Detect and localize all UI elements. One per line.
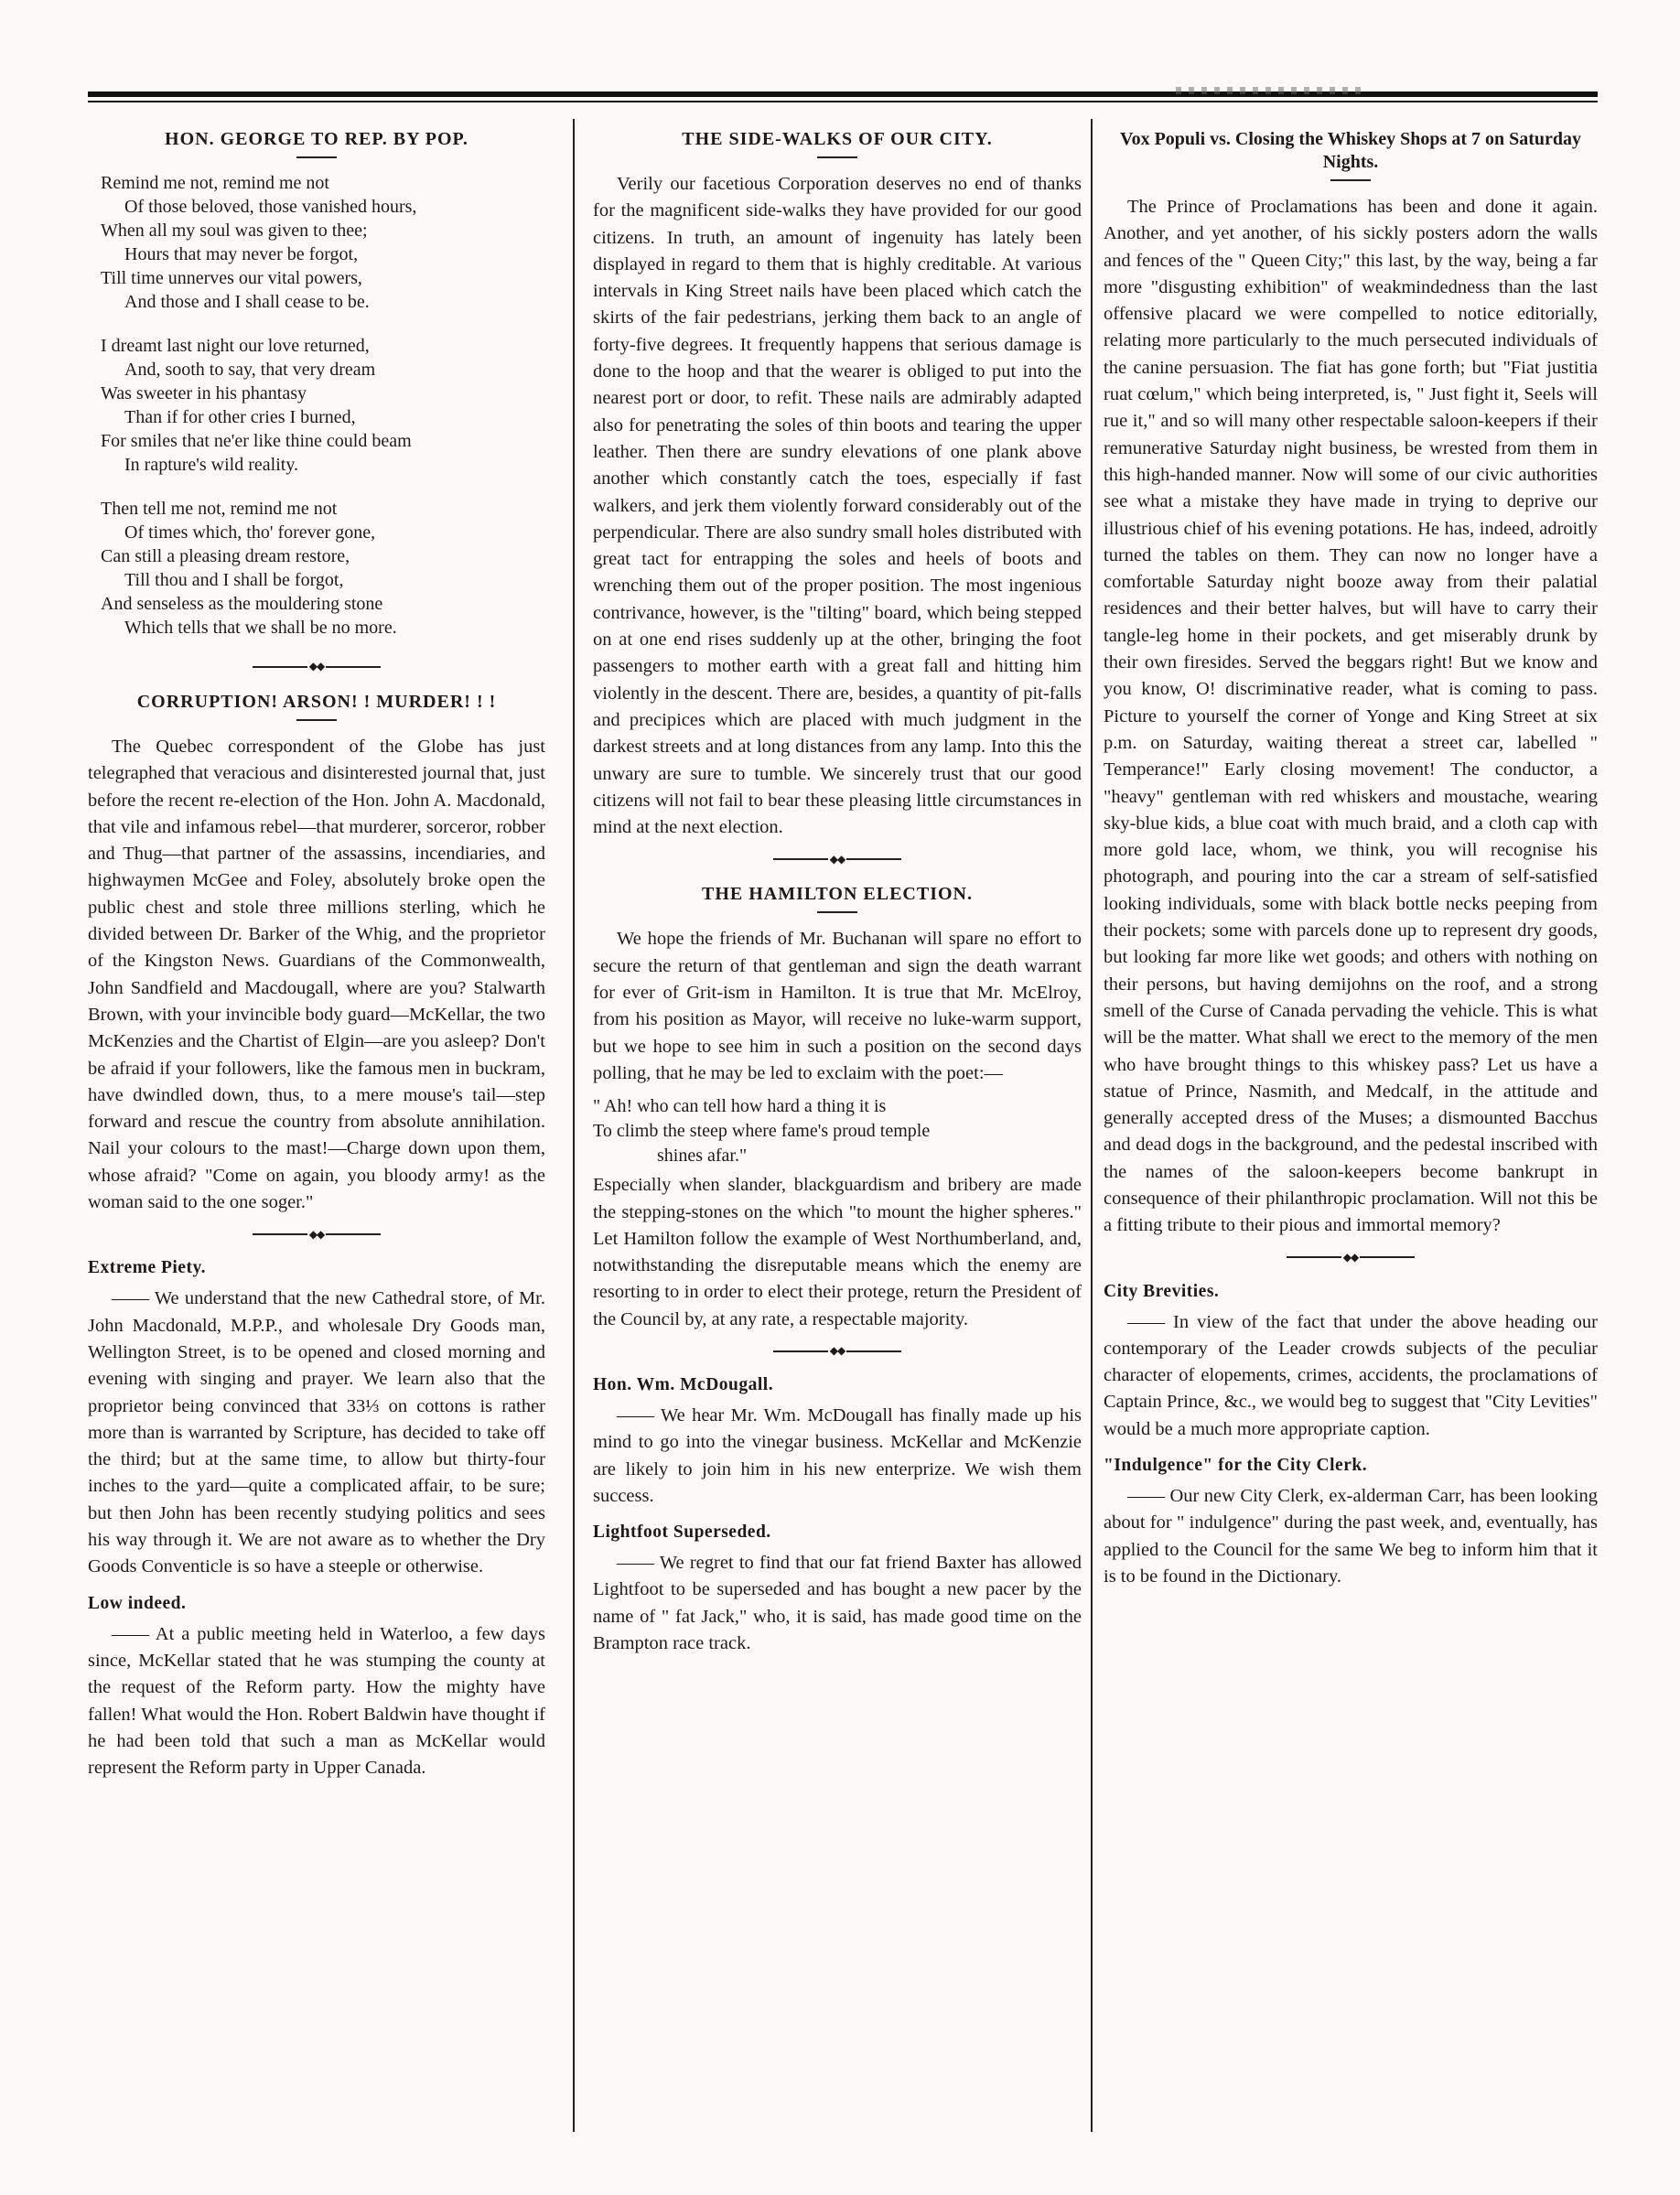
poem-line: In rapture's wild reality.	[124, 455, 299, 475]
sidewalk-article: Verily our facetious Corporation deserves no end of thanks for the magnificent side-walks they have provided for our good citizens. In truth, an amount of ingenuity has lately been displayed in regard to them that is highly creditable. At various intervals in King Street nails have been placed which catch the skirts of the fair pedestrians, jerking them back to an angle of forty-five degrees. It frequently happens that serious damage is done to the hoop and that the wearer is obliged to put into the nearest port or door, to refit. These nails are admirably adapted also for penetrating the soles of thin boots and tearing the upper leather. Then there are sundry elevations of one plank above another which constantly catch the toes, especially if fast walkers, and jerk them violently forward considerably out of the perpendicular. There are also sundry small holes distributed with great tact for entrapping the soles and heels of boots and wrenching them out of the proper position. The most ingenious contrivance, however, is the "tilting" board, which being stepped on at one end rises suddenly up at the other, bringing the foot passengers to mother earth with a great fall and hitting him violently in the descent. There are, besides, a quantity of pit-falls and precipices which are placed with much judgment in the darkest streets and at long distances from any lamp. Into this the unwary are sure to tumble. We sincerely trust that our good citizens will not fail to bear these pleasing little circumstances in mind at the next election.	[593, 174, 1082, 838]
ornament-separator: ◆◆	[593, 1344, 1082, 1359]
column-1	[88, 119, 545, 2114]
poem-line: I dreamt last night our love returned,	[101, 336, 370, 356]
poem-stanza	[101, 171, 545, 314]
piety-title: Extreme Piety.	[88, 1258, 207, 1278]
sidewalk-title: THE SIDE-WALKS OF OUR CITY.	[682, 129, 993, 149]
vox-populi-title: Vox Populi vs. Closing the Whiskey Shops at 7 on Saturday Nights.	[1119, 129, 1582, 172]
ornament-separator: ◆◆	[88, 1227, 545, 1242]
short-rule	[817, 156, 857, 158]
ornament-separator: ◆◆	[1104, 1251, 1598, 1265]
poet-quote	[593, 1094, 1082, 1168]
poem-line: Can still a pleasing dream restore,	[101, 546, 350, 566]
thin-rule	[88, 101, 1598, 102]
brevities-title: City Brevities.	[1104, 1281, 1220, 1301]
poem-line: Then tell me not, remind me not	[101, 499, 338, 519]
poem-line: Of times which, tho' forever gone,	[124, 522, 376, 543]
quote-line: " Ah! who can tell how hard a thing it is	[593, 1096, 887, 1117]
indulgence-article: —— Our new City Clerk, ex-alderman Carr, has been looking about for " indulgence" during the past week, and, eventually, has applied to the Council for the same We beg to inform him that it is to be found in the Dictionary.	[1104, 1486, 1598, 1587]
poem-line: And those and I shall cease to be.	[124, 292, 370, 312]
poem-line: Was sweeter in his phantasy	[101, 383, 307, 403]
low-indeed-title: Low indeed.	[88, 1593, 187, 1613]
poem-title: HON. GEORGE TO REP. BY POP.	[165, 129, 468, 149]
ornament-separator: ◆◆	[593, 852, 1082, 866]
poem-stanza	[101, 497, 545, 640]
thick-rule	[88, 91, 1598, 97]
poem-line: Of those beloved, those vanished hours,	[124, 197, 417, 217]
poem-stanza	[101, 334, 545, 477]
column-divider	[573, 119, 575, 2132]
hamilton-title: THE HAMILTON ELECTION.	[702, 884, 973, 905]
low-indeed-article: —— At a public meeting held in Waterloo, a few days since, McKellar stated that he was stumping the county at the request of the Reform party. How the mighty have fallen! What would the Hon. Robert Baldwin have thought if he had been told that such a man as McKellar would represent the Reform party in Upper Canada.	[88, 1623, 545, 1779]
short-rule	[296, 719, 337, 721]
vox-populi-article: The Prince of Proclamations has been and done it again. Another, and yet another, of his sickly posters adorn the walls and fences of the " Queen City;" this last, by the way, being a far more "disgusting exhibition" of weakmindedness than the last offensive placard we were compelled to notice editorially, relating more particularly to the much persecuted individuals of the canine persuasion. The fiat has gone forth; but "Fiat justitia ruat cœlum," which being interpreted, is, " Just fight it, Seels will rue it," and so will many other respectable saloon-keepers if their remunerative Saturday night business, be wrested from them in this high-handed manner. Now will some of our civic authorities see what a mistake they have made in trying to deprive our illustrious chief of his evening potations. He has, indeed, adroitly turned the tables on them. They can now no longer have a comfortable Saturday night booze away from their palatial residences and their better halves, but will have to carry their tangle-leg home in their pockets, and get miserably drunk by their own firesides. Served the beggars right! But we know and you know, O! discriminative reader, what is coming to pass. Picture to yourself the corner of Yonge and King Street at six p.m. on Saturday, waiting thereat a street car, labelled " Temperance!" Early closing movement! The conductor, a "heavy" gentleman with red whiskers and moustache, wearing sky-blue kids, a blue coat with much braid, and a cloth cap with more gold lace, whom, we think, you will recognise his photograph, and pouring into the car a stream of self-satisfied looking individuals, some with black bottle necks peeping from their pockets; some with parcels done up to represent dry goods, but looking far more like wet goods; and others with nothing on their persons, but having demijohns on the roof, and a strong smell of the Curse of Canada pervading the vehicle. This is what will be the matter. What shall we erect to the memory of the men who have brought things to this whiskey pass? Let us have a statue of Prince, Nasmith, and Medcalf, in the attitude and generally accepted dress of the Muses; a dismounted Bacchus and dead dogs in the background, and the pedestal inscribed with the names of the saloon-keepers become bankrupt in consequence of their philanthropic proclamation. Will not this be a fitting tribute to their pious and immortal memory?	[1104, 197, 1598, 1236]
indulgence-title: "Indulgence" for the City Clerk.	[1104, 1456, 1368, 1476]
brevities-article: —— In view of the fact that under the above heading our contemporary of the Leader crowds subjects of the peculiar character of elopements, crimes, accidents, the proclamations of Captain Prince, &c., we would beg to suggest that "City Levities" would be a much more appropriate caption.	[1104, 1311, 1598, 1439]
corruption-article: The Quebec correspondent of the Globe has just telegraphed that veracious and disinterested journal that, just before the recent re-election of the Hon. John A. Macdonald, that vile and infamous rebel—that murderer, sorceror, robber and Thug—that partner of the assassins, incendiaries, and highwaymen McGee and Foley, absolutely broke open the public chest and stole three millions sterling, which he divided between Dr. Barker of the Whig, and the proprietor of the Kingston News. Guardians of the Commonwealth, John Sandfield and Macdougall, where are you? Stalwarth Brown, with your invincible body guard—McKellar, the two McKenzies and the Chartist of Elgin—are you asleep? Don't be afraid if your followers, like the famous men in buckram, have dwindled down, thus, to a mere mouse's tail—step forward and rescue the country from absolute annihilation. Nail your colours to the mast!—Charge down upon them, whose afraid? "Come on again, you bloody army! as the woman said to the one soger."	[88, 737, 545, 1213]
poem-line: When all my soul was given to thee;	[101, 221, 368, 241]
poem-line: And senseless as the mouldering stone	[101, 594, 383, 614]
lightfoot-article: —— We regret to find that our fat friend Baxter has allowed Lightfoot to be superseded and has bought a new pacer by the name of " fat Jack," who, it is said, has made good time on the Brampton race track.	[593, 1553, 1082, 1654]
poem-line: And, sooth to say, that very dream	[124, 360, 376, 380]
quote-line: To climb the steep where fame's proud temple	[593, 1121, 931, 1142]
mcdougall-article: —— We hear Mr. Wm. McDougall has finally made up his mind to go into the vinegar business. McKellar and McKenzie are likely to join him in his new enterprize. We wish them success.	[593, 1404, 1082, 1506]
faded-print-mark	[1176, 87, 1368, 94]
column-divider	[1091, 119, 1093, 2132]
corruption-title: CORRUPTION! ARSON! ! MURDER! ! !	[136, 692, 497, 712]
poem-line: Hours that may never be forgot,	[124, 244, 359, 264]
poem-line: Till time unnerves our vital powers,	[101, 268, 362, 288]
poem-line: For smiles that ne'er like thine could beam	[101, 431, 412, 451]
short-rule	[296, 156, 337, 158]
hamilton-article: We hope the friends of Mr. Buchanan will spare no effort to secure the return of that gentleman and sign the death warrant for ever of Grit-ism in Hamilton. It is true that Mr. McElroy, from his position as Mayor, will receive no luke-warm support, but we hope to see him in such a position on the second days polling, that he may be led to exclaim with the poet:—	[593, 929, 1082, 1083]
poem-line: Than if for other cries I burned,	[124, 407, 356, 427]
masthead-rules	[88, 91, 1598, 102]
short-rule	[817, 911, 857, 913]
piety-article: —— We understand that the new Cathedral store, of Mr. John Macdonald, M.P.P., and wholesale Dry Goods man, Wellington Street, is to be opened and closed morning and evening with singing and prayer. We learn also that the proprietor being convinced that 33⅓ on cottons is rather more than is warranted by Scripture, has decided to take off the third; but at the same time, to allow but thirty-four inches to the yard—quite a complicated affair, to be sure; but then John has been recently studying politics and sees his way through it. We are not aware as to whether the Dry Goods Conventicle is so have a steeple or otherwise.	[88, 1288, 545, 1577]
short-rule	[1330, 179, 1371, 181]
column-3	[1104, 119, 1598, 2114]
poem-line: Till thou and I shall be forgot,	[124, 570, 344, 590]
poem	[101, 171, 545, 640]
ornament-separator: ◆◆	[88, 660, 545, 674]
column-2	[593, 119, 1082, 2114]
lightfoot-title: Lightfoot Superseded.	[593, 1523, 771, 1543]
quote-line: shines afar."	[657, 1146, 748, 1167]
hamilton-article-continued: Especially when slander, blackguardism and bribery are made the stepping-stones on the which "to mount the higher spheres." Let Hamilton follow the example of West Northumberland, and, notwithstanding the disreputable means which the enemy are resorting to in order to elect their protege, return the President of the Council by, at any rate, a respectable majority.	[593, 1175, 1082, 1329]
poem-line: Which tells that we shall be no more.	[124, 618, 397, 638]
mcdougall-title: Hon. Wm. McDougall.	[593, 1374, 774, 1394]
poem-line: Remind me not, remind me not	[101, 173, 329, 193]
